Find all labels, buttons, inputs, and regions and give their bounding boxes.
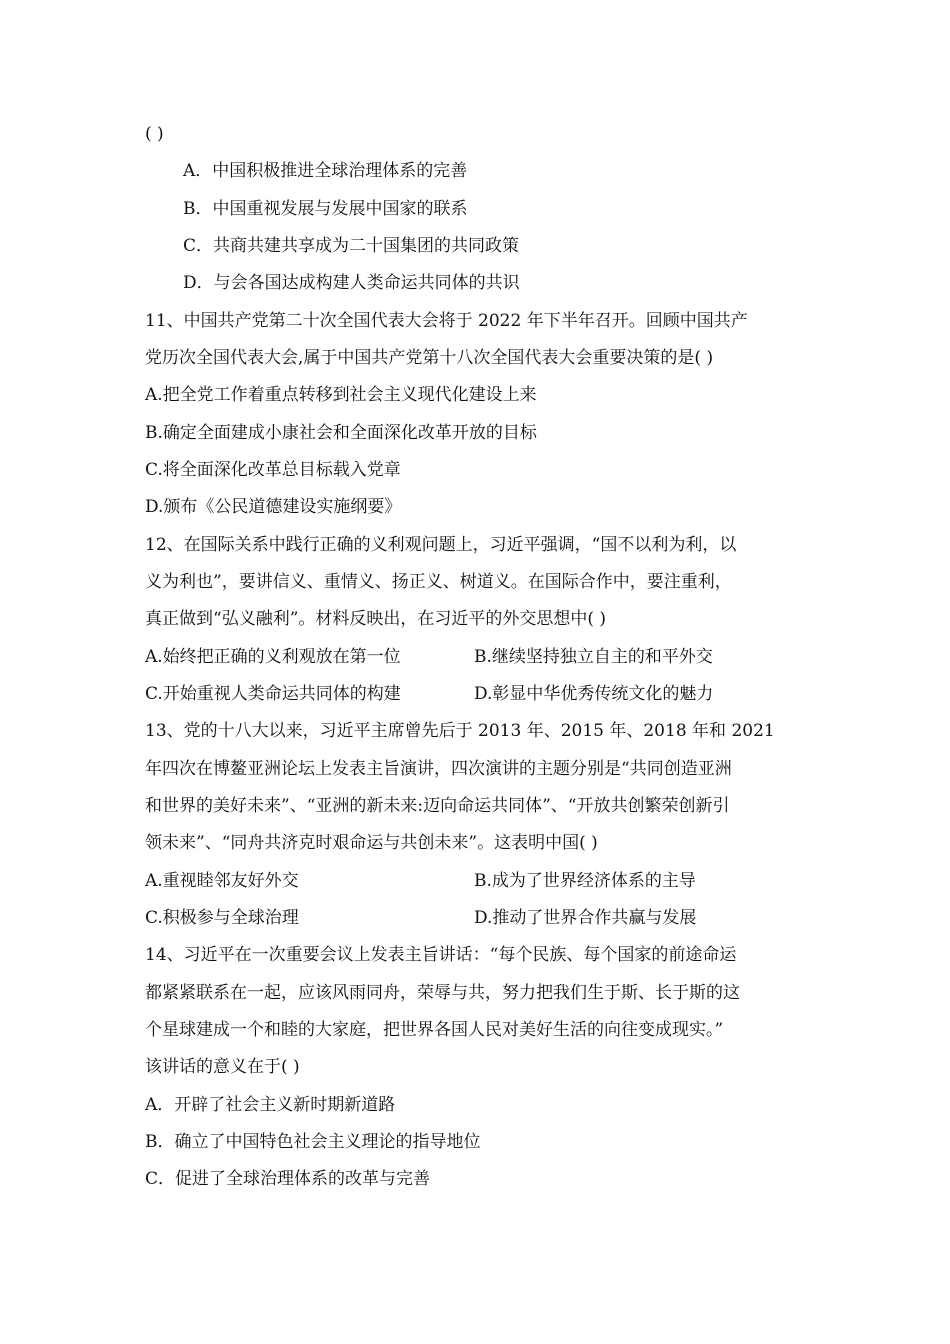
q10-option-c: C．共商共建共享成为二十国集团的共同政策 xyxy=(183,236,520,256)
q11-stem-line-1: 11、中国共产党第二十次全国代表大会将于 2022 年下半年召开。回顾中国共产 xyxy=(145,311,748,331)
q13-option-a: A.重视睦邻友好外交 xyxy=(145,871,299,891)
q12-option-c: C.开始重视人类命运共同体的构建 xyxy=(145,684,401,704)
q12-option-b: B.继续坚持独立自主的和平外交 xyxy=(474,647,713,667)
q11-option-a: A.把全党工作着重点转移到社会主义现代化建设上来 xyxy=(145,385,537,405)
q13-option-d: D.推动了世界合作共赢与发展 xyxy=(474,908,697,928)
q14-stem-line-2: 都紧紧联系在一起，应该风雨同舟，荣辱与共，努力把我们生于斯、长于斯的这 xyxy=(145,983,740,1003)
q12-stem-line-3: 真正做到“弘义融利”。材料反映出，在习近平的外交思想中( ) xyxy=(145,609,607,629)
q12-stem-line-1: 12、在国际关系中践行正确的义利观问题上，习近平强调，“国不以利为利，以 xyxy=(145,535,737,555)
q11-stem-line-2: 党历次全国代表大会,属于中国共产党第十八次全国代表大会重要决策的是( ) xyxy=(145,348,714,368)
q12-option-a: A.始终把正确的义利观放在第一位 xyxy=(145,647,401,667)
q13-stem-line-4: 领未来”、“同舟共济克时艰命运与共创未来”。这表明中国( ) xyxy=(145,833,598,853)
q14-stem-line-1: 14、习近平在一次重要会议上发表主旨讲话：“每个民族、每个国家的前途命运 xyxy=(145,945,737,965)
q13-option-c: C.积极参与全球治理 xyxy=(145,908,299,928)
q13-stem-line-1: 13、党的十八大以来，习近平主席曾先后于 2013 年、2015 年、2018 年和 2021 xyxy=(145,721,775,741)
q14-option-c: C．促进了全球治理体系的改革与完善 xyxy=(145,1169,431,1189)
q11-option-c: C.将全面深化改革总目标载入党章 xyxy=(145,460,401,480)
q10-option-a: A．中国积极推进全球治理体系的完善 xyxy=(183,161,468,181)
q13-stem-line-2: 年四次在博鳌亚洲论坛上发表主旨演讲，四次演讲的主题分别是“共同创造亚洲 xyxy=(145,759,732,779)
q10-option-d: D．与会各国达成构建人类命运共同体的共识 xyxy=(183,273,520,293)
q12-stem-line-2: 义为利也”，要讲信义、重情义、扬正义、树道义。在国际合作中，要注重利， xyxy=(145,572,732,592)
q11-option-b: B.确定全面建成小康社会和全面深化改革开放的目标 xyxy=(145,423,537,443)
q14-stem-line-4: 该讲话的意义在于( ) xyxy=(145,1057,300,1077)
q13-stem-line-3: 和世界的美好未来”、“亚洲的新未来:迈向命运共同体”、“开放共创繁荣创新引 xyxy=(145,796,730,816)
q14-stem-line-3: 个星球建成一个和睦的大家庭，把世界各国人民对美好生活的向往变成现实。” xyxy=(145,1020,724,1040)
q10-stem-tail: ( ) xyxy=(145,124,164,144)
q11-option-d: D.颁布《公民道德建设实施纲要》 xyxy=(145,497,402,517)
q12-option-d: D.彰显中华优秀传统文化的魅力 xyxy=(474,684,714,704)
q14-option-b: B．确立了中国特色社会主义理论的指导地位 xyxy=(145,1132,481,1152)
q14-option-a: A．开辟了社会主义新时期新道路 xyxy=(145,1095,396,1115)
q10-option-b: B．中国重视发展与发展中国家的联系 xyxy=(183,199,468,219)
q13-option-b: B.成为了世界经济体系的主导 xyxy=(474,871,696,891)
